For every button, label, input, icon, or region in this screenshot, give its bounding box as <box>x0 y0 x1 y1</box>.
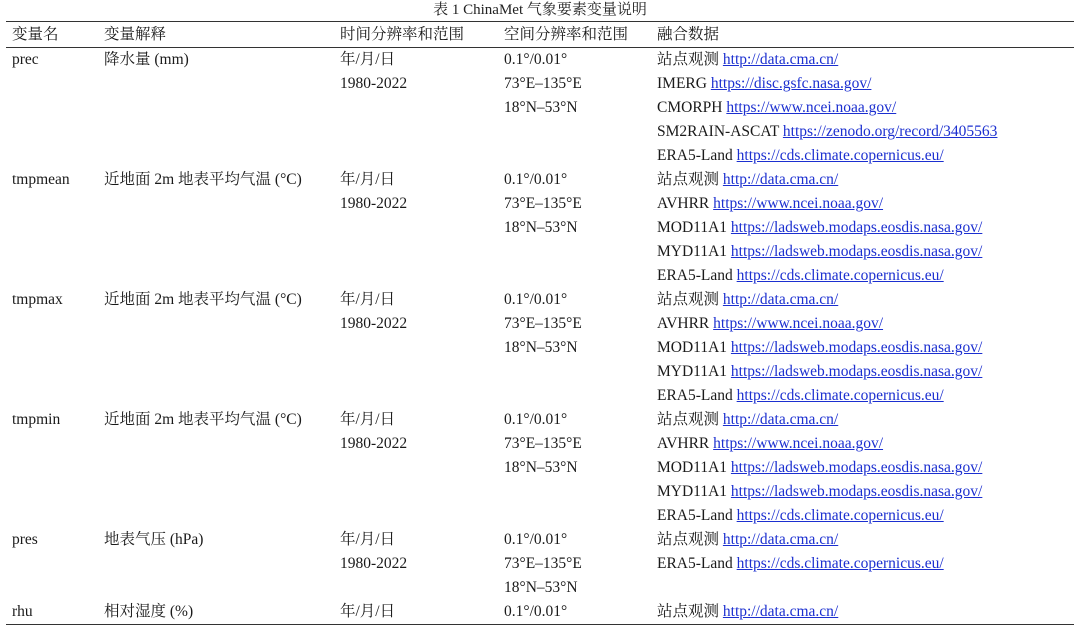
fusion-source-line <box>657 336 982 360</box>
fusion-source-label: CMORPH <box>657 99 723 116</box>
fusion-source-link[interactable]: https://cds.climate.copernicus.eu/ <box>736 387 944 404</box>
fusion-source-line <box>657 216 982 240</box>
fusion-source-link[interactable]: https://www.ncei.noaa.gov/ <box>713 435 884 452</box>
fusion-source-line <box>657 120 997 144</box>
variable-description-cell: 近地面 2m 地表平均气温 (°C) <box>104 171 302 188</box>
fusion-source-link[interactable]: https://cds.climate.copernicus.eu/ <box>736 555 944 572</box>
fusion-source-line <box>657 288 982 312</box>
fusion-source-line <box>657 144 997 168</box>
fusion-source-line <box>657 600 838 624</box>
temporal-resolution-line: 年/月/日 <box>340 51 396 68</box>
spatial-resolution-cell <box>504 48 582 120</box>
spatial-resolution-cell <box>504 288 582 360</box>
table-row <box>6 168 1074 288</box>
fusion-data-cell <box>657 288 982 408</box>
temporal-resolution-line: 1980-2022 <box>340 555 408 572</box>
variable-name-cell: tmpmin <box>12 411 61 428</box>
fusion-source-link[interactable]: https://www.ncei.noaa.gov/ <box>713 195 884 212</box>
fusion-source-line <box>657 72 997 96</box>
fusion-source-line <box>657 408 982 432</box>
fusion-source-label: 站点观测 <box>657 411 720 428</box>
fusion-source-line <box>657 168 982 192</box>
table-row <box>6 288 1074 408</box>
fusion-data-cell <box>657 600 838 624</box>
fusion-source-line <box>657 432 982 456</box>
fusion-source-link[interactable]: http://data.cma.cn/ <box>722 171 839 188</box>
fusion-source-line <box>657 528 944 552</box>
fusion-source-label: ERA5-Land <box>657 147 733 164</box>
fusion-source-line <box>657 48 997 72</box>
temporal-resolution-line: 1980-2022 <box>340 435 408 452</box>
fusion-source-link[interactable]: https://ladsweb.modaps.eosdis.nasa.gov/ <box>730 483 983 500</box>
fusion-source-link[interactable]: http://data.cma.cn/ <box>722 291 839 308</box>
fusion-source-label: MOD11A1 <box>657 459 728 476</box>
spatial-resolution-line: 18°N–53°N <box>504 219 578 236</box>
spatial-resolution-line: 18°N–53°N <box>504 459 578 476</box>
temporal-resolution-cell <box>340 168 407 216</box>
variable-description-cell: 地表气压 (hPa) <box>104 531 204 548</box>
variable-description-cell: 降水量 (mm) <box>104 51 189 68</box>
fusion-source-label: IMERG <box>657 75 707 92</box>
temporal-resolution-cell <box>340 600 395 624</box>
fusion-source-label: MYD11A1 <box>657 483 728 500</box>
fusion-source-link[interactable]: https://ladsweb.modaps.eosdis.nasa.gov/ <box>730 363 983 380</box>
table-body <box>6 48 1074 624</box>
table-row <box>6 408 1074 528</box>
fusion-source-line <box>657 312 982 336</box>
fusion-source-link[interactable]: http://data.cma.cn/ <box>722 411 839 428</box>
fusion-source-label: MOD11A1 <box>657 219 728 236</box>
fusion-source-line <box>657 240 982 264</box>
fusion-source-label: 站点观测 <box>657 531 720 548</box>
fusion-source-line <box>657 504 982 528</box>
fusion-data-cell <box>657 48 997 168</box>
variables-table <box>6 21 1074 625</box>
fusion-source-link[interactable]: https://ladsweb.modaps.eosdis.nasa.gov/ <box>730 339 983 356</box>
spatial-resolution-cell <box>504 168 582 240</box>
table-row <box>6 600 1074 624</box>
fusion-source-link[interactable]: https://disc.gsfc.nasa.gov/ <box>710 75 872 92</box>
spatial-resolution-line: 0.1°/0.01° <box>504 531 568 548</box>
table-row <box>6 48 1074 168</box>
variable-name-cell: tmpmean <box>12 171 70 188</box>
fusion-source-label: AVHRR <box>657 435 710 452</box>
temporal-resolution-cell <box>340 48 407 96</box>
fusion-source-line <box>657 264 982 288</box>
variable-name-cell: prec <box>12 51 39 68</box>
fusion-source-label: AVHRR <box>657 315 710 332</box>
fusion-source-link[interactable]: https://cds.climate.copernicus.eu/ <box>736 507 944 524</box>
fusion-source-line <box>657 456 982 480</box>
variable-description-cell: 近地面 2m 地表平均气温 (°C) <box>104 411 302 428</box>
fusion-source-line <box>657 192 982 216</box>
temporal-resolution-line: 年/月/日 <box>340 411 396 428</box>
fusion-source-label: ERA5-Land <box>657 507 733 524</box>
fusion-source-label: ERA5-Land <box>657 267 733 284</box>
temporal-resolution-line: 年/月/日 <box>340 603 396 620</box>
fusion-source-label: AVHRR <box>657 195 710 212</box>
fusion-source-label: 站点观测 <box>657 603 720 620</box>
spatial-resolution-line: 73°E–135°E <box>504 315 582 332</box>
header-variable-description: 变量解释 <box>104 26 167 43</box>
temporal-resolution-line: 1980-2022 <box>340 75 408 92</box>
spatial-resolution-cell <box>504 408 582 480</box>
spatial-resolution-line: 73°E–135°E <box>504 75 582 92</box>
table-caption: 表 1 ChinaMet 气象要素变量说明 <box>433 2 647 18</box>
header-temporal-resolution: 时间分辨率和范围 <box>340 26 465 43</box>
fusion-source-link[interactable]: https://cds.climate.copernicus.eu/ <box>736 267 944 284</box>
fusion-data-cell <box>657 168 982 288</box>
fusion-source-link[interactable]: https://www.ncei.noaa.gov/ <box>713 315 884 332</box>
temporal-resolution-cell <box>340 408 407 456</box>
header-fusion-data: 融合数据 <box>657 26 720 43</box>
fusion-data-cell <box>657 408 982 528</box>
variable-name-cell: pres <box>12 531 38 548</box>
spatial-resolution-cell <box>504 528 582 600</box>
spatial-resolution-line: 0.1°/0.01° <box>504 171 568 188</box>
fusion-source-label: 站点观测 <box>657 171 720 188</box>
spatial-resolution-line: 73°E–135°E <box>504 435 582 452</box>
fusion-source-link[interactable]: https://ladsweb.modaps.eosdis.nasa.gov/ <box>730 459 983 476</box>
variable-description-cell: 近地面 2m 地表平均气温 (°C) <box>104 291 302 308</box>
table-row <box>6 528 1074 600</box>
fusion-source-link[interactable]: http://data.cma.cn/ <box>722 51 839 68</box>
fusion-source-line <box>657 552 944 576</box>
fusion-source-link[interactable]: https://zenodo.org/record/3405563 <box>782 123 998 140</box>
fusion-source-label: MYD11A1 <box>657 363 728 380</box>
header-spatial-resolution: 空间分辨率和范围 <box>504 26 629 43</box>
fusion-source-label: 站点观测 <box>657 51 720 68</box>
fusion-source-label: 站点观测 <box>657 291 720 308</box>
spatial-resolution-line: 18°N–53°N <box>504 579 578 596</box>
spatial-resolution-line: 0.1°/0.01° <box>504 291 568 308</box>
variable-description-cell: 相对湿度 (%) <box>104 603 194 620</box>
spatial-resolution-line: 73°E–135°E <box>504 555 582 572</box>
fusion-source-link[interactable]: http://data.cma.cn/ <box>722 603 839 620</box>
fusion-source-link[interactable]: https://www.ncei.noaa.gov/ <box>726 99 897 116</box>
spatial-resolution-line: 0.1°/0.01° <box>504 411 568 428</box>
fusion-source-label: ERA5-Land <box>657 555 733 572</box>
fusion-source-link[interactable]: https://cds.climate.copernicus.eu/ <box>736 147 944 164</box>
temporal-resolution-line: 年/月/日 <box>340 291 396 308</box>
fusion-source-label: MOD11A1 <box>657 339 728 356</box>
fusion-source-label: ERA5-Land <box>657 387 733 404</box>
fusion-source-line <box>657 96 997 120</box>
temporal-resolution-cell <box>340 528 407 576</box>
temporal-resolution-line: 1980-2022 <box>340 315 408 332</box>
header-variable-name: 变量名 <box>12 26 59 43</box>
fusion-source-link[interactable]: https://ladsweb.modaps.eosdis.nasa.gov/ <box>730 243 983 260</box>
fusion-source-link[interactable]: https://ladsweb.modaps.eosdis.nasa.gov/ <box>730 219 983 236</box>
temporal-resolution-line: 年/月/日 <box>340 171 396 188</box>
spatial-resolution-line: 18°N–53°N <box>504 339 578 356</box>
variable-name-cell: tmpmax <box>12 291 63 308</box>
spatial-resolution-cell <box>504 600 567 624</box>
spatial-resolution-line: 0.1°/0.01° <box>504 51 568 68</box>
spatial-resolution-line: 18°N–53°N <box>504 99 578 116</box>
spatial-resolution-line: 73°E–135°E <box>504 195 582 212</box>
fusion-source-line <box>657 360 982 384</box>
fusion-source-label: MYD11A1 <box>657 243 728 260</box>
fusion-data-cell <box>657 528 944 576</box>
fusion-source-label: SM2RAIN-ASCAT <box>657 123 780 140</box>
fusion-source-link[interactable]: http://data.cma.cn/ <box>722 531 839 548</box>
temporal-resolution-cell <box>340 288 407 336</box>
fusion-source-line <box>657 384 982 408</box>
variable-name-cell: rhu <box>12 603 33 620</box>
table-header-row <box>6 22 1074 48</box>
temporal-resolution-line: 1980-2022 <box>340 195 408 212</box>
spatial-resolution-line: 0.1°/0.01° <box>504 603 568 620</box>
fusion-source-line <box>657 480 982 504</box>
temporal-resolution-line: 年/月/日 <box>340 531 396 548</box>
